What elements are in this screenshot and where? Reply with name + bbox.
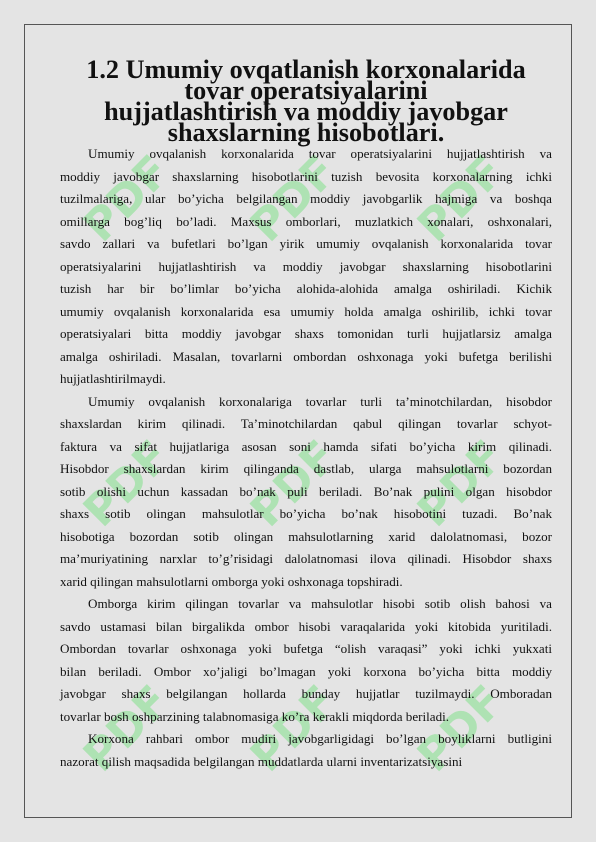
text-line: operatsiyalarini hujjatlashtirish va moddiy javobgar shaxslarning hisobotlarini bbox=[60, 258, 552, 274]
section-title-line: hujjatlashtirish va moddiy javobgar shaxslarning hisobotlari. bbox=[104, 97, 508, 147]
text-line: amalga oshiriladi. Masalan, tovarlarni ombordan oshxonaga yoki bufetga berilishi bbox=[60, 348, 552, 364]
watermark-text: PDF bbox=[240, 675, 347, 782]
text-line: bilan beriladi. Ombor xo’jaligi bo’lmagan yoki korxona bo’yicha bitta moddiy bbox=[60, 663, 552, 679]
text-line: nazorat qilish maqsadida belgilangan muddatlarda ularni inventarizatsiyasini bbox=[60, 753, 463, 769]
text-line: savdo ustamasi bilan birgalikda ombor hisobi varaqalarida yoki kitobida yuritiladi. bbox=[60, 618, 552, 634]
watermark-text: PDF bbox=[240, 430, 347, 537]
text-line: sotib olishi uchun kassadan bo’nak puli beriladi. Bo’nak pulini olgan hisobdor bbox=[60, 483, 552, 499]
text-line: ma’muriyatining narxlar to’g’risidagi dalolatnomasi ilova qilinadi. Hisobdor shaxs bbox=[60, 551, 552, 566]
text-line: xarid qilingan mahsulotlarni omborga yoki oshxonaga topshiradi. bbox=[60, 573, 403, 589]
text-line: Umumiy ovqalanish korxonalariga tovarlar turli ta’minotchilardan, hisobdor bbox=[88, 393, 552, 409]
text-line: tuzish har bir bo’limlar bo’yicha alohida-alohida amalga oshiriladi. Kichik bbox=[60, 281, 552, 296]
watermark-text: PDF bbox=[240, 145, 347, 252]
text-line: javobgar shaxs belgilangan hollarda bunday hujjatlar tuzilmaydi. Omboradan bbox=[60, 686, 552, 701]
text-line: umumiy ovqalanish korxonalarida esa umumiy holda amalga oshirilib, ichki tovar bbox=[60, 303, 552, 319]
text-line: faktura va sifat hujjatlariga asosan soni hamda sifati bo’yicha kirim qilinadi. bbox=[60, 438, 552, 454]
text-line: omillarga bog’liq bo’ladi. Maxsus omborlari, muzlatkich xonalari, oshxonalari, bbox=[60, 213, 552, 229]
watermark-text: PDF bbox=[73, 145, 180, 252]
text-line: operatsiyalari bitta moddiy javobgar shaxs tomonidan turli hujjatlarsiz amalga bbox=[60, 326, 552, 341]
text-line: hisobotiga bozordan sotib olingan mahsulotlarning xarid dalolatnomasi, bozor bbox=[60, 528, 552, 544]
paragraph bbox=[60, 728, 552, 773]
text-line: shaxslardan kirim qilinadi. Ta’minotchilardan qabul qilingan tovarlar schyot- bbox=[60, 416, 552, 431]
text-line: Korxona rahbari ombor mudiri javobgarligidagi bo’lgan boyliklarni butligini bbox=[88, 731, 552, 746]
text-line: shaxs sotib olingan mahsulotlar bo’yicha bo’nak hisobotini tuzadi. Bo’nak bbox=[60, 506, 552, 521]
document-body bbox=[60, 55, 552, 773]
paragraph bbox=[60, 143, 552, 391]
text-line: moddiy javobgar shaxslarning hisobotlarini tuzish bevosita korxonalarning ichki bbox=[60, 168, 552, 184]
section-title-line: 1.2 Umumiy ovqatlanish korxonalarida tovar operatsiyalarini bbox=[86, 55, 526, 105]
text-line: Hisobdor shaxslardan kirim qilinganda dastlab, ularga mahsulotlarni bozordan bbox=[60, 461, 552, 476]
text-line: Ombordan tovarlar oshxonaga yoki bufetga “olish varaqasi” yoki ichki yukxati bbox=[60, 641, 552, 656]
watermark-text: PDF bbox=[407, 430, 514, 537]
watermark-text: PDF bbox=[73, 675, 180, 782]
paragraph bbox=[60, 593, 552, 728]
watermark-text: PDF bbox=[407, 145, 514, 252]
text-line: savdo zallari va bufetlari bo’lgan yirik umumiy ovqalanish korxonalarida tovar bbox=[60, 236, 552, 251]
text-line: tuzilmalariga, ular bo’yicha belgilangan moddiy javobgarlik hajmiga va boshqa bbox=[60, 191, 552, 206]
paragraph bbox=[60, 391, 552, 594]
text-line: Omborga kirim qilingan tovarlar va mahsulotlar hisobi sotib olish bahosi va bbox=[88, 596, 552, 611]
text-line: hujjatlashtirilmaydi. bbox=[60, 371, 166, 386]
watermark-text: PDF bbox=[407, 675, 514, 782]
text-line: Umumiy ovqalanish korxonalarida tovar operatsiyalarini hujjatlashtirish va bbox=[88, 146, 552, 161]
section-title bbox=[60, 55, 552, 147]
text-line: tovarlar bosh oshparzining talabnomasiga ko’ra kerakli miqdorda beriladi. bbox=[60, 708, 450, 724]
paragraphs bbox=[60, 143, 552, 773]
watermark-text: PDF bbox=[73, 430, 180, 537]
